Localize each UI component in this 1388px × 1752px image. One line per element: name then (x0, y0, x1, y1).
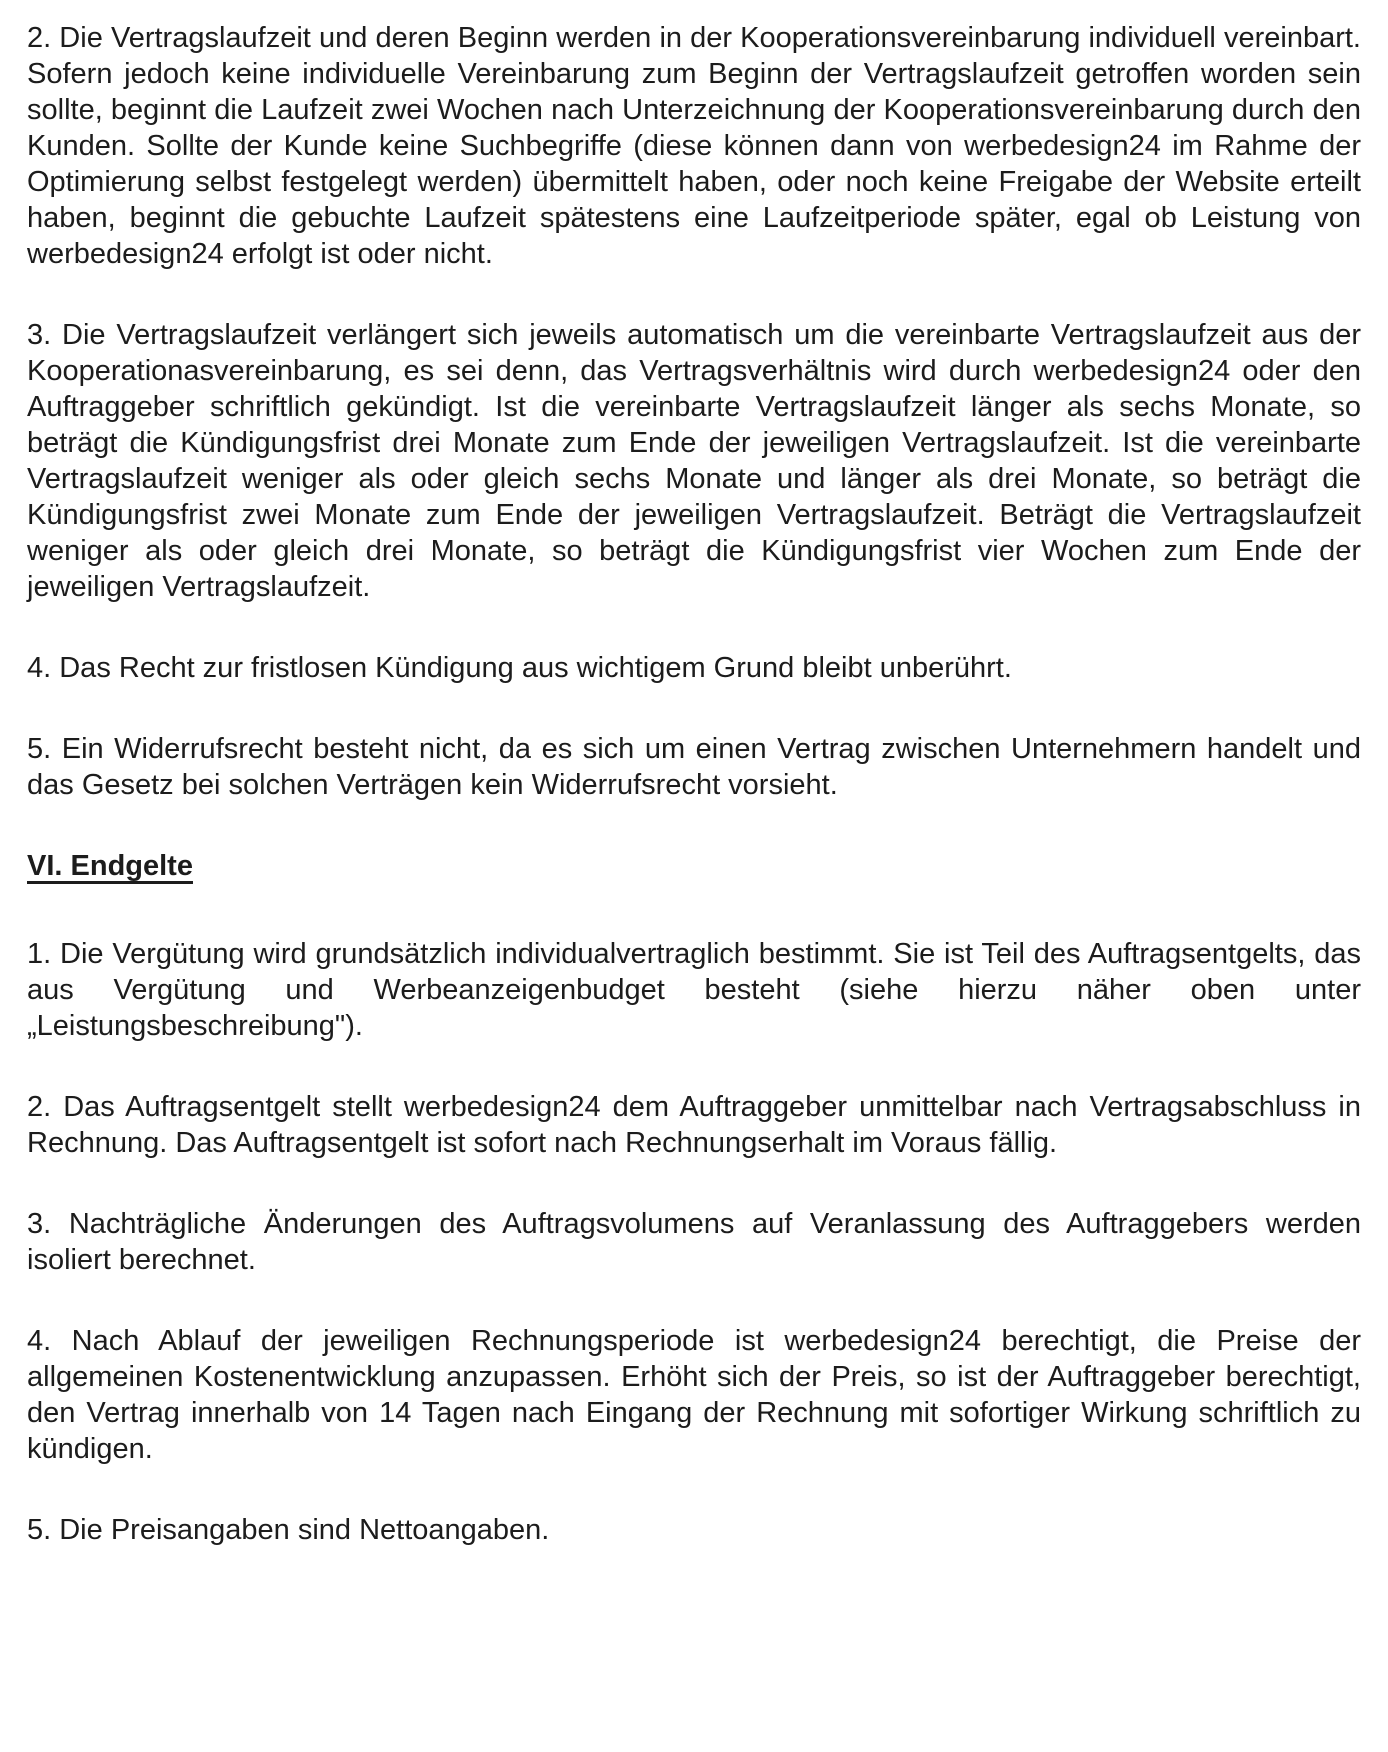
clause-v-5-widerrufsrecht: 5. Ein Widerrufsrecht besteht nicht, da es sich um einen Vertrag zwischen Unternehmern handelt und das Gesetz bei solchen Verträgen kein Widerrufsrecht vorsieht. (27, 733, 1361, 801)
clause-v-2-vertragslaufzeit-beginn: 2. Die Vertragslaufzeit und deren Beginn werden in der Kooperationsvereinbarung individuell vereinbart. Sofern jedoch keine individuelle Vereinbarung zum Beginn der Vertragslaufzeit getroffen worden sein sollte, beginnt die Laufzeit zwei Wochen nach Unterzeichnung der Kooperationsvereinbarung durch den Kunden. Sollte der Kunde keine Suchbegriffe (diese können dann von werbedesign24 im Rahme der Optimierung selbst festgelegt werden) übermittelt haben, oder noch keine Freigabe der Website erteilt haben, beginnt die gebuchte Laufzeit spätestens eine Laufzeitperiode später, egal ob Leistung von werbedesign24 erfolgt ist oder nicht. (27, 22, 1361, 270)
clause-vi-5-nettoangaben: 5. Die Preisangaben sind Nettoangaben. (27, 1514, 550, 1546)
clause-vi-4-preisanpassung: 4. Nach Ablauf der jeweiligen Rechnungsperiode ist werbedesign24 berechtigt, die Preise der allgemeinen Kostenentwicklung anzupassen. Erhöht sich der Preis, so ist der Auftraggeber berechtigt, den Vertrag innerhalb von 14 Tagen nach Eingang der Rechnung mit sofortiger Wirkung schriftlich zu kündigen. (27, 1325, 1361, 1465)
clause-vi-3-nachtraegliche-aenderungen: 3. Nachträgliche Änderungen des Auftragsvolumens auf Veranlassung des Auftraggebers werden isoliert berechnet. (27, 1208, 1361, 1276)
clause-v-3-verlaengerung-kuendigungsfrist: 3. Die Vertragslaufzeit verlängert sich jeweils automatisch um die vereinbarte Vertragslaufzeit aus der Kooperationasvereinbarung, es sei denn, das Vertragsverhältnis wird durch werbedesign24 oder den Auftraggeber schriftlich gekündigt. Ist die vereinbarte Vertragslaufzeit länger als sechs Monate, so beträgt die Kündigungsfrist drei Monate zum Ende der jeweiligen Vertragslaufzeit. Ist die vereinbarte Vertragslaufzeit weniger als oder gleich sechs Monate und länger als drei Monate, so beträgt die Kündigungsfrist zwei Monate zum Ende der jeweiligen Vertragslaufzeit. Beträgt die Vertragslaufzeit weniger als oder gleich drei Monate, so beträgt die Kündigungsfrist vier Wochen zum Ende der jeweiligen Vertragslaufzeit. (27, 319, 1361, 603)
clause-v-4-fristlose-kuendigung: 4. Das Recht zur fristlosen Kündigung aus wichtigem Grund bleibt unberührt. (27, 652, 1012, 684)
section-heading-vi-endgelte: VI. Endgelte (27, 850, 193, 882)
clause-vi-1-verguetung: 1. Die Vergütung wird grundsätzlich individualvertraglich bestimmt. Sie ist Teil des Auftragsentgelts, das aus Vergütung und Werbeanzeigenbudget besteht (siehe hierzu näher oben unter „Leistungsbeschreibung"). (27, 938, 1361, 1042)
clause-vi-2-auftragsentgelt-rechnung: 2. Das Auftragsentgelt stellt werbedesign24 dem Auftraggeber unmittelbar nach Vertragsabschluss in Rechnung. Das Auftragsentgelt ist sofort nach Rechnungserhalt im Voraus fällig. (27, 1091, 1361, 1159)
